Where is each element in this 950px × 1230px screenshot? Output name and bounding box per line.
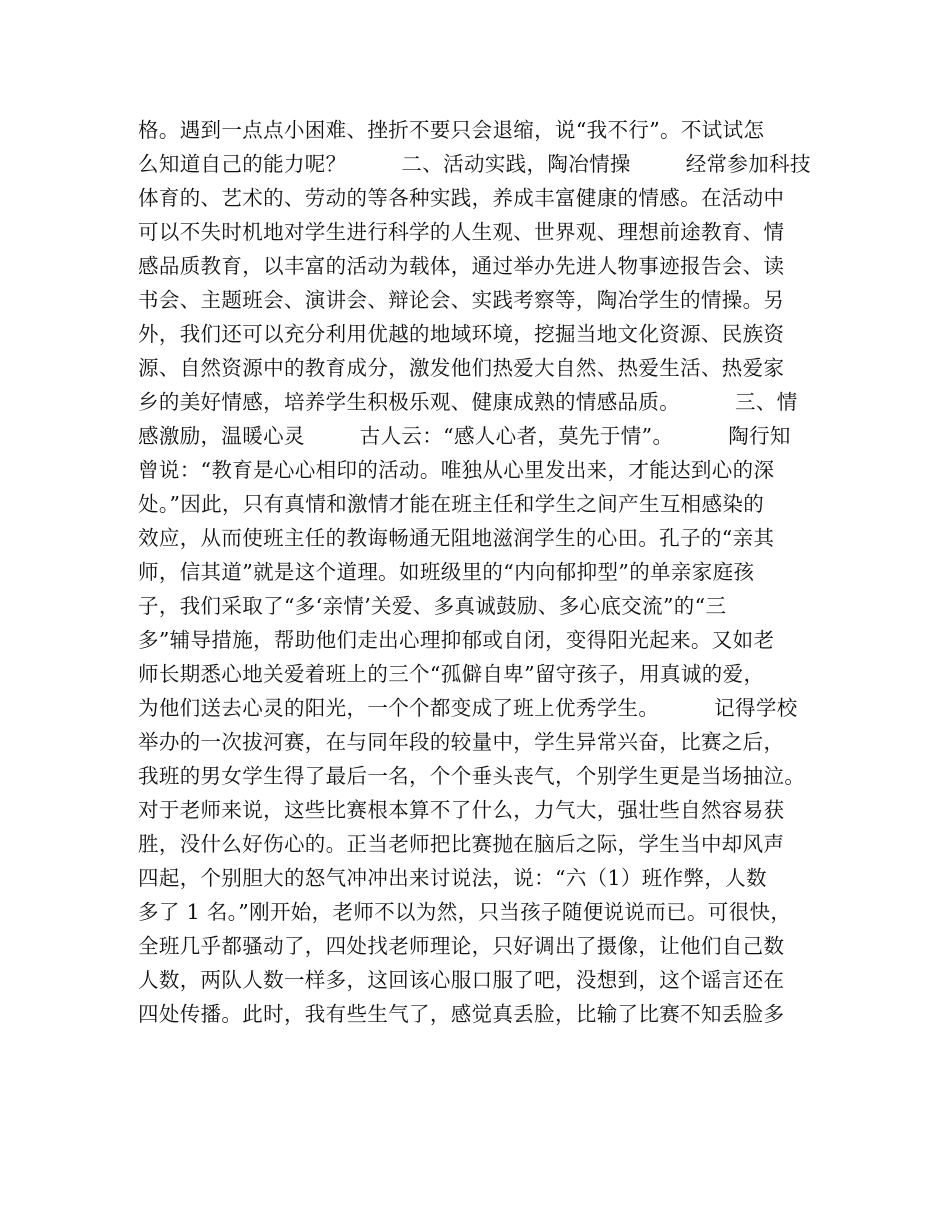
- text-line: 四处传播。此时，我有些生气了，感觉真丢脸，比输了比赛不知丢脸多: [138, 1002, 785, 1026]
- text-line: 源、自然资源中的教育成分，激发他们热爱大自然、热爱生活、热爱家: [138, 356, 785, 380]
- text-line: 乡的美好情感，培养学生积极乐观、健康成熟的情感品质。 三、情: [138, 390, 798, 414]
- text-line: 外，我们还可以充分利用优越的地域环境，挖掘当地文化资源、民族资: [138, 322, 785, 346]
- text-line: 为他们送去心灵的阳光，一个个都变成了班上优秀学生。 记得学校: [138, 696, 798, 720]
- text-line: 举办的一次拔河赛，在与同年段的较量中，学生异常兴奋，比赛之后，: [138, 730, 785, 754]
- text-line: 体育的、艺术的、劳动的等各种实践，养成丰富健康的情感。在活动中: [138, 186, 785, 210]
- text-line: 效应，从而使班主任的教诲畅通无阻地滋润学生的心田。孔子的“亲其: [138, 526, 775, 550]
- text-line: 格。遇到一点点小困难、挫折不要只会退缩，说“我不行”。不试试怎: [138, 118, 765, 142]
- text-line: 四起，个别胆大的怒气冲冲出来讨说法，说：“六（1）班作弊，人数: [138, 866, 767, 890]
- text-line: 全班几乎都骚动了，四处找老师理论，只好调出了摄像，让他们自己数: [138, 934, 785, 958]
- text-line: 师，信其道”就是这个道理。如班级里的“内向郁抑型”的单亲家庭孩: [138, 560, 755, 584]
- text-line: 感激励，温暖心灵 古人云：“感人心者，莫先于情”。 陶行知: [138, 424, 791, 448]
- text-line: 书会、主题班会、演讲会、辩论会、实践考察等，陶冶学生的情操。另: [138, 288, 785, 312]
- text-line: 曾说：“教育是心心相印的活动。唯独从心里发出来，才能达到心的深: [138, 458, 775, 482]
- document-body: [138, 113, 838, 1031]
- text-line: 多了 1 名。”刚开始，老师不以为然，只当孩子随便说说而已。可很快，: [138, 900, 792, 924]
- text-line: 感品质教育，以丰富的活动为载体，通过举办先进人物事迹报告会、读: [138, 254, 785, 278]
- text-line: 人数，两队人数一样多，这回该心服口服了吧，没想到，这个谣言还在: [138, 968, 785, 992]
- text-line: 对于老师来说，这些比赛根本算不了什么，力气大，强壮些自然容易获: [138, 798, 785, 822]
- text-line: 师长期悉心地关爱着班上的三个“孤僻自卑”留守孩子，用真诚的爱，: [138, 662, 765, 686]
- text-line: 多”辅导措施，帮助他们走出心理抑郁或自闭，变得阳光起来。又如老: [138, 628, 775, 652]
- text-line: 可以不失时机地对学生进行科学的人生观、世界观、理想前途教育、情: [138, 220, 785, 244]
- text-line: 我班的男女学生得了最后一名，个个垂头丧气，个别学生更是当场抽泣。: [138, 764, 806, 788]
- text-line: 处。”因此，只有真情和激情才能在班主任和学生之间产生互相感染的: [138, 492, 765, 516]
- text-line: 胜，没什么好伤心的。正当老师把比赛抛在脑后之际，学生当中却风声: [138, 832, 785, 856]
- text-line: 子，我们采取了“多‘亲情’关爱、多真诚鼓励、多心底交流”的“三: [138, 594, 727, 618]
- text-line: 么知道自己的能力呢？ 二、活动实践，陶冶情操 经常参加科技: [138, 152, 811, 176]
